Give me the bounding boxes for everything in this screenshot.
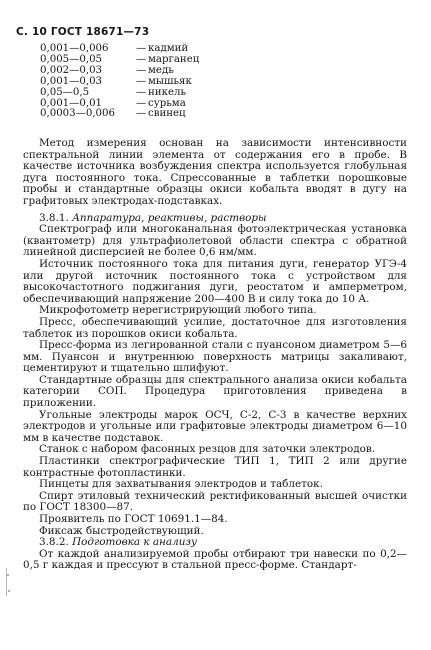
scan-speck [7,574,9,576]
paragraph: Фиксаж быстродействующий. [39,524,204,537]
concentration-row [40,77,248,88]
paragraph: Спектрограф или многоканальная фотоэлектрическая установка (квантометр) для ультрафиолетовой области спектра с обратной линейной дисперсией не более 0,6 нм/мм. [23,223,407,259]
element-name: свинец [148,108,186,120]
section-number: 3.8.2. [39,536,69,549]
page-header: С. 10 ГОСТ 18671—73 [16,26,150,38]
paragraph: Станок с набором фасонных резцов для заточки электродов. [39,443,376,456]
paragraph: От каждой анализируемой пробы отбирают три навески по 0,2—0,5 г каждая и прессуют в стальной пресс-форме. Стандарт- [23,547,407,572]
concentration-row [40,109,248,120]
concentration-range: 0,001—0,03 [40,75,103,87]
concentration-dash: — [136,53,147,65]
section-number: 3.8.1. [39,211,69,224]
paragraph: Микрофотометр нерегистрирующий любого типа. [39,304,317,317]
concentration-range: 0,002—0,03 [40,64,103,76]
element-name: марганец [148,53,200,65]
concentration-range: 0,001—0,006 [40,43,109,54]
body-text [23,138,407,572]
concentration-dash: — [136,97,147,109]
concentration-table [40,44,248,120]
paragraph: Пресс-форма из легированной стали с пуансоном диаметром 5—6 мм. Пуансон и внутреннюю поверхность матрицы закаливают, цементируют и тщательно шлифуют. [23,339,407,375]
concentration-dash: — [136,75,147,87]
paragraph: Источник постоянного тока для питания дуги, генератор УГЭ-4 или другой источник постоянного тока с устройством для высокочастотного поджигания дуги, реостатом и амперметром, обеспечивающий напряжение 200—400 В и силу тока до 10 А. [23,257,407,305]
concentration-range: 0,001—0,01 [40,97,103,109]
paragraph: Угольные электроды марок ОСЧ, С-2, С-3 в качестве верхних электродов и угольные или графитовые электроды диаметром 6—10 мм в качестве подставок. [23,408,407,444]
section-title: Аппаратура, реактивы, растворы [72,211,267,224]
paragraph: Пинцеты для захватывания электродов и таблеток. [39,478,323,491]
concentration-row [40,88,248,99]
element-name: медь [148,64,174,76]
element-name: мышьяк [148,75,192,87]
concentration-range: 0,005—0,05 [40,53,103,65]
scan-speck [8,590,10,592]
concentration-dash: — [136,86,147,98]
concentration-dash: — [136,108,147,120]
paragraph: Проявитель по ГОСТ 10691.1—84. [39,513,228,525]
paragraph: Стандартные образцы для спектрального анализа окиси кобальта категории СОП. Процедура приготовления приведена в приложении. [23,373,407,410]
concentration-range: 0,0003—0,006 [40,108,115,120]
paragraph: Метод измерения основан на зависимости интенсивности спектральной линии элемента от содержания его в пробе. В качестве источника возбуждения спектра используется глобульная дуга постоянного тока. Спрессованные в таблетки порошковые пробы и стандартные образцы окиси кобальта вводят в дугу на графитовых электродах-подставках. [23,137,407,207]
concentration-dash: — [136,43,147,54]
concentration-range: 0,05—0,5 [40,86,90,98]
paragraph: Пластинки спектрографические ТИП 1, ТИП 2 или другие контрастные фотопластинки. [23,455,407,479]
concentration-dash: — [136,64,147,76]
element-name: кадмий [148,43,189,54]
paragraph: Пресс, обеспечивающий усилие, достаточное для изготовления таблеток из порошков окиси кобальта. [23,315,407,340]
paragraph: Спирт этиловый технический ректификованный высшей очистки по ГОСТ 18300—87. [23,489,407,514]
element-name: никель [148,86,186,98]
element-name: сурьма [148,97,186,109]
section-title: Подготовка к анализу [72,536,198,549]
